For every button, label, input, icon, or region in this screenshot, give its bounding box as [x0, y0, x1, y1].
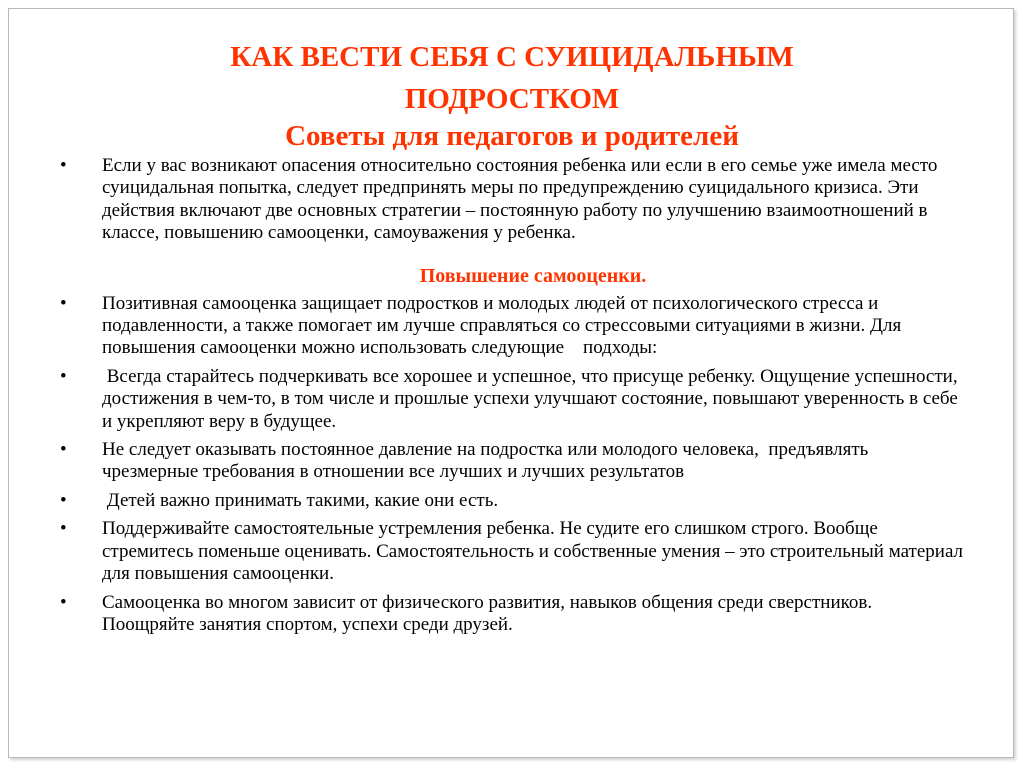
bullet-icon: •: [60, 591, 67, 613]
bullet-item: [58, 439, 968, 484]
bullet-text: Самооценка во многом зависит от физического развития, навыков общения среди сверстников. Поощряйте занятия спортом, успехи среди друзей.: [102, 591, 877, 635]
slide-body: [58, 155, 968, 642]
bullet-text: Поддерживайте самостоятельные устремления ребенка. Не судите его слишком строго. Вообще стремитесь поменьше оценивать. Самостоятельность и собственные умения – это строительный материал для повышения самооценки.: [102, 518, 968, 585]
slide-subtitle: Советы для педагогов и родителей: [285, 120, 739, 152]
bullet-icon: •: [60, 155, 67, 176]
bullet-icon: •: [60, 365, 67, 387]
bullet-item: [58, 592, 968, 637]
bullet-text: Если у вас возникают опасения относительно состояния ребенка или если в его семье уже имела место суицидальная попытка, следует предпринять меры по предупреждению суицидального кризиса. Эти действия включают две основных стратегии – постоянную работу по улучшению взаимоотношений в классе, повышению самооценки, самоуважения у ребенка.: [102, 155, 943, 244]
section-heading: Повышение самооценки.: [419, 264, 647, 287]
bullet-item: [58, 366, 968, 433]
slide-title-line-2: ПОДРОСТКОМ: [404, 83, 620, 115]
bullet-text: Детей важно принимать такими, какие они есть.: [102, 489, 499, 511]
bullet-item: [58, 155, 968, 245]
bullet-icon: •: [60, 489, 67, 511]
bullet-item: [58, 490, 968, 512]
bullet-icon: •: [60, 518, 67, 540]
bullet-item: [58, 518, 968, 585]
slide-title-line-1: КАК ВЕСТИ СЕБЯ С СУИЦИДАЛЬНЫМ: [230, 41, 794, 73]
bullet-item: [58, 293, 968, 360]
slide-title: [60, 36, 964, 120]
bullet-text: Позитивная самооценка защищает подростков и молодых людей от психологического стресса и подавленности, а также помогает им лучше справляться со стрессовыми ситуациями в жизни. Для повышения самооценки можно использовать следующие подходы:: [102, 292, 906, 359]
bullet-icon: •: [60, 292, 67, 314]
bullet-text: Не следует оказывать постоянное давление на подростка или молодого человека, предъявлять чрезмерные требования в отношении все лучших и лучших результатов: [102, 439, 874, 483]
bullet-icon: •: [60, 439, 67, 461]
bullet-text: Всегда старайтесь подчеркивать все хорошее и успешное, что присуще ребенку. Ощущение успешности, достижения в чем-то, в том числе и прошлые успехи улучшают состояние, повышают уверенность в себе и укрепляют веру в будущее.: [102, 365, 963, 432]
